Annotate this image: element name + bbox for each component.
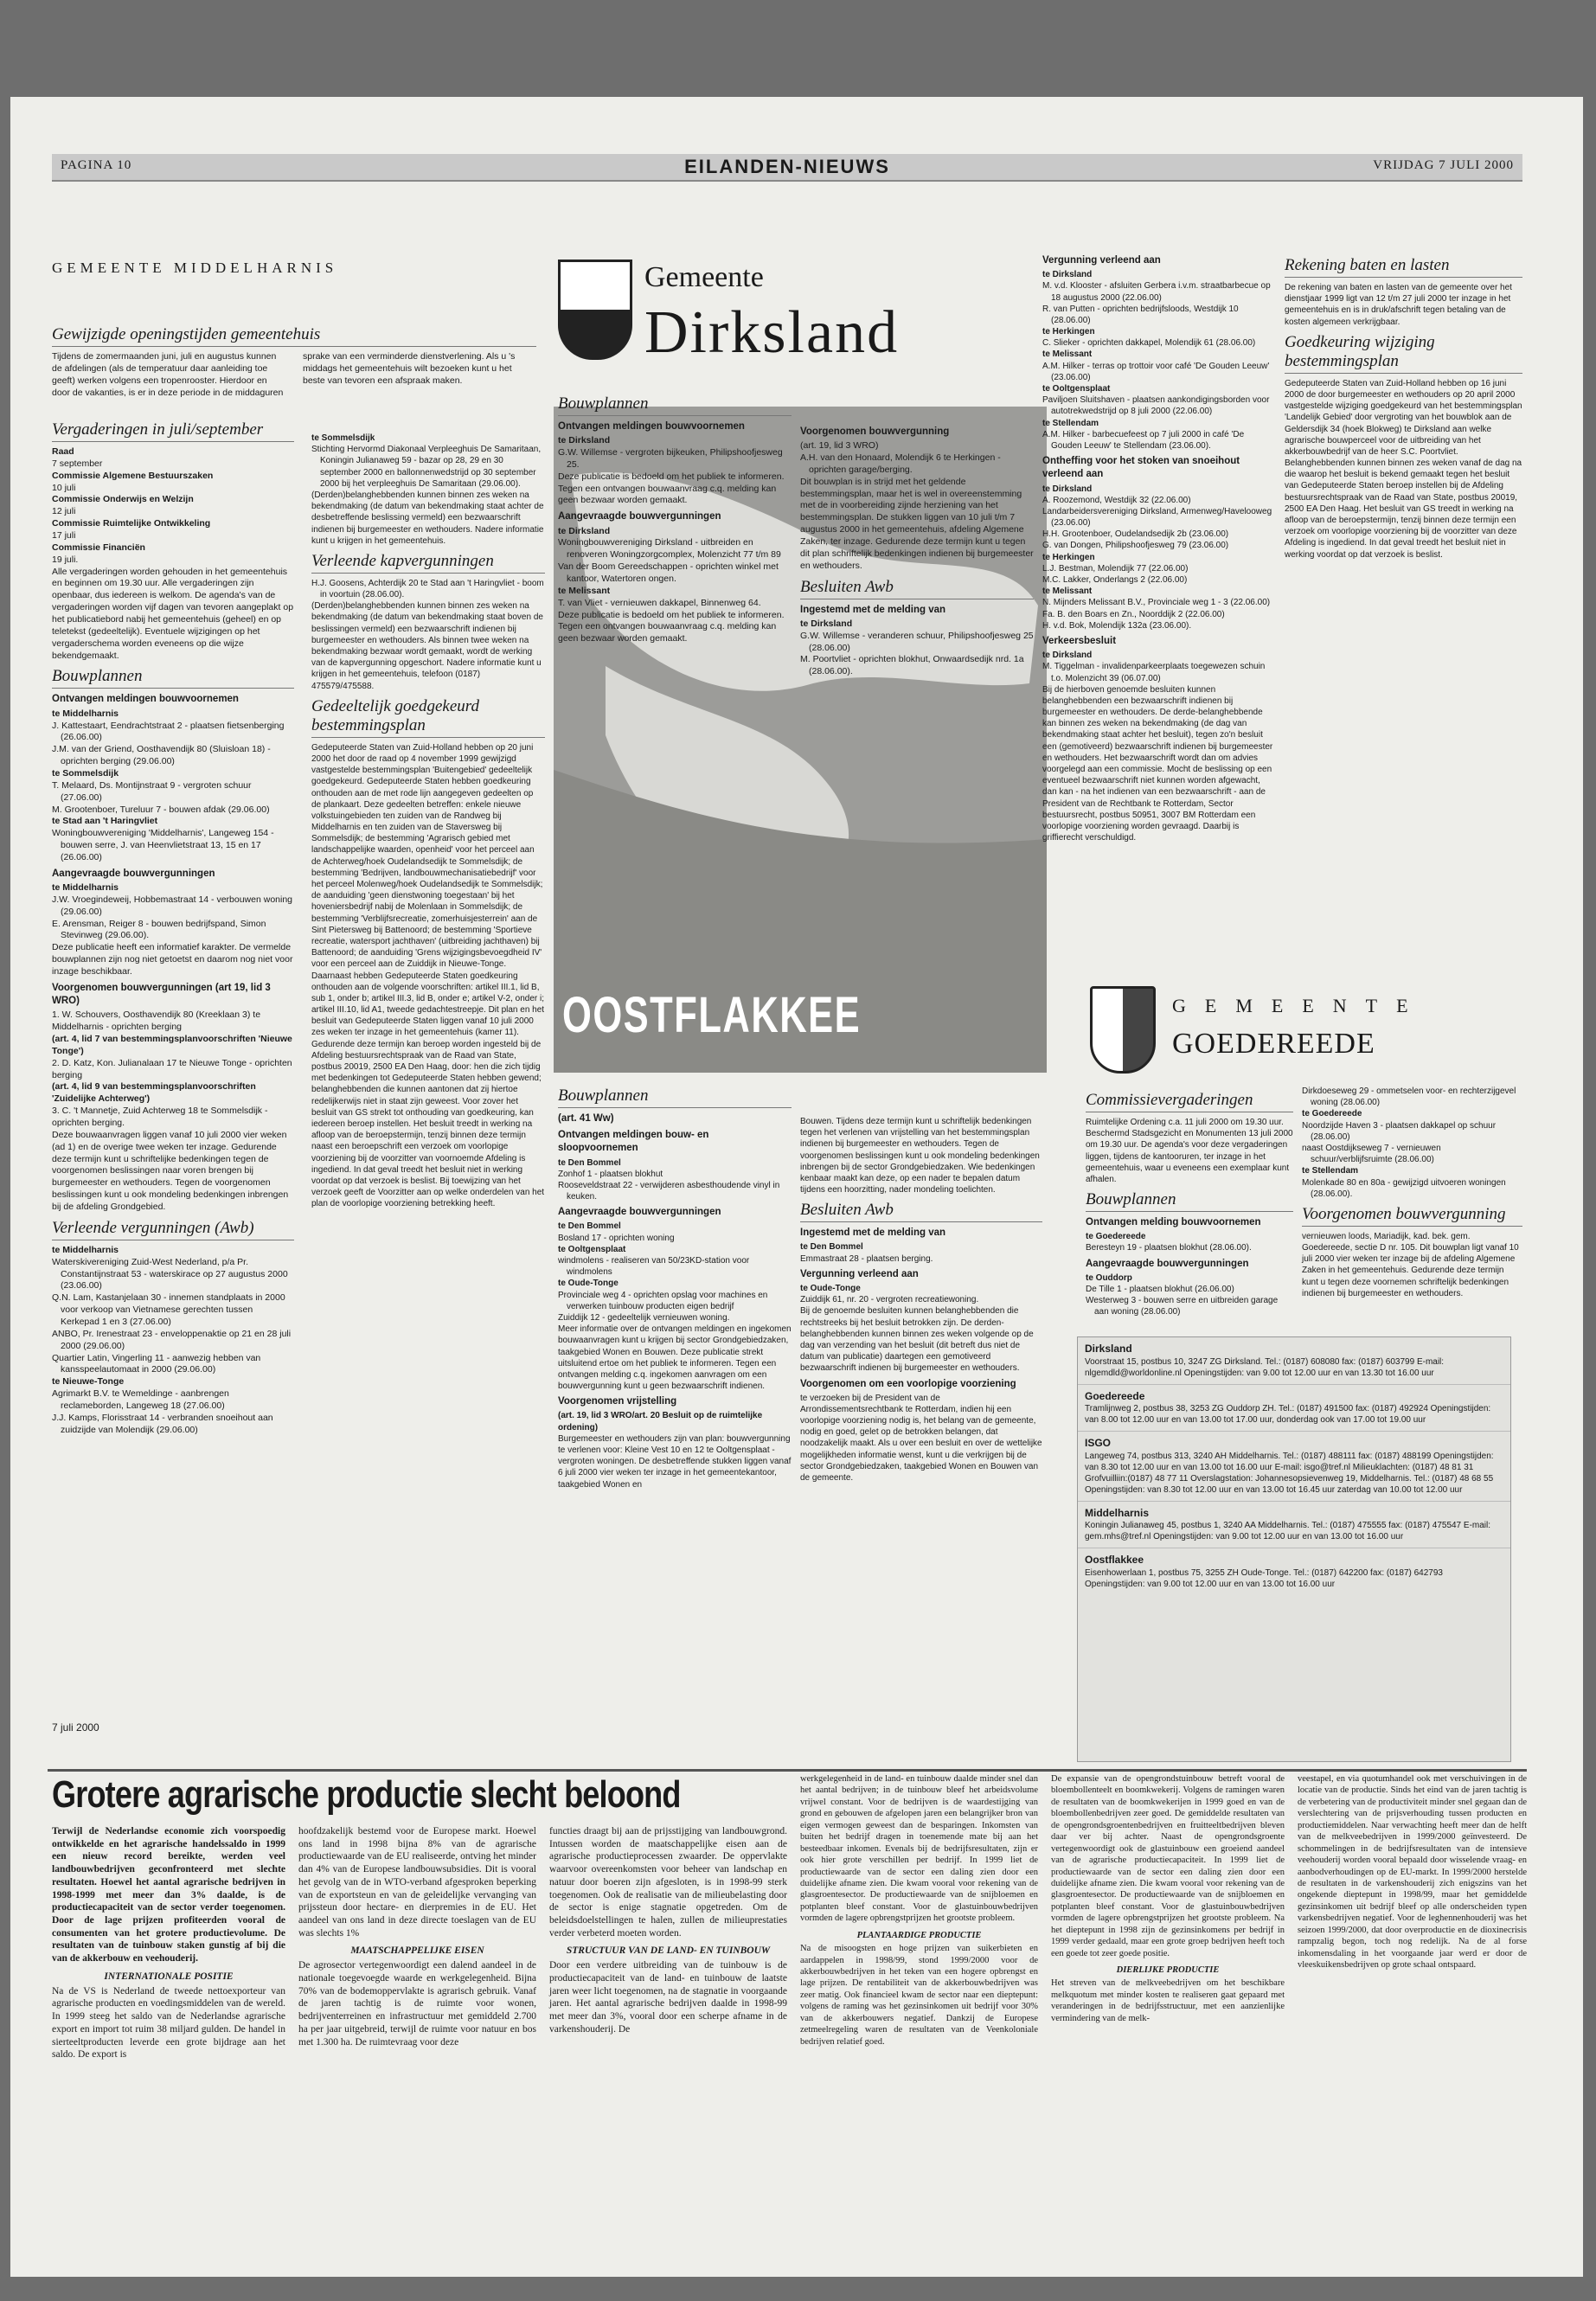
subtitle: Ingestemd met de melding van — [800, 1227, 946, 1239]
footer-date: 7 juli 2000 — [52, 1721, 99, 1734]
place-label: te Dirksland — [558, 525, 611, 536]
subtitle-note: (art. 19, lid 3 WRO) — [800, 440, 879, 452]
note: Deze publicatie is bedoeld om het publiek te informeren. Tegen een ontvangen bouwaanvraag c.q. melding kan geen bezwaar worden gemaakt. — [558, 471, 785, 506]
article-lead: Terwijl de Nederlandse economie zich voorspoedig ontwikkelde en het agrarische handelssaldo in 1999 een nieuw record bereikte, werden veel landbouwbedrijven geconfronteerd met slechte resultaten. Hoewel het aantal agrarische bedrijven in 1998-1999 met meer dan 3% daalde, is de productiecapaciteit van de sector verder toegenomen. Door de lage prijzen profiteerden vooral de consumenten van het grotere productievolume. De resultaten van de tuinbouw staken gunstig af bij die van de akkerbouw en veehouderij. — [52, 1826, 285, 1965]
list-item: A. Roozemond, Westdijk 32 (22.06.00) — [1042, 495, 1191, 505]
place-label: te Melissant — [558, 585, 611, 596]
place-label: te Den Bommel — [800, 1242, 863, 1253]
meeting-line: Commissie Financiën — [52, 542, 145, 553]
vb-title: Voorgenomen bouwvergunning — [1302, 1205, 1522, 1227]
address-entry — [1078, 1337, 1510, 1385]
dirksland-bp-title: Bouwplannen — [558, 394, 792, 416]
list-item: Fa. B. den Boars en Zn., Noorddijk 2 (22.06.00) — [1042, 609, 1225, 619]
article-paragraph: hoofdzakelijk bestemd voor de Europese markt. Hoewel ons land in 1998 bijna 8% van de agrarische productiewaarde van de EU realiseerde, ontving het minder dan 4% van de Europese landbouwsubsidies. Dit is vooral het gevolg van de in WTO-verband afgesproken beperking van de exportsteun en van de geleidelijke vervanging van prijssteun door hectare- en dierpremies in de EU. Het aandeel van ons land in deze directe toeslagen van de EU was slechts 1% — [298, 1826, 536, 1939]
goedkeuring-title: Goedkeuring wijziging bestemmingsplan — [1285, 333, 1522, 374]
opening-title: Gewijzigde openingstijden gemeentehuis — [52, 325, 536, 347]
article-paragraph: veestapel, en via quotumhandel ook met verschuivingen in de locatie van de productie. Sinds het eind van de jaren tachtig is de verbetering van de productiviteit minder snel gegaan dan de verslechtering van de prijsverhouding tussen producten en productiemiddelen. Naar verwachting heeft meer dan de helft van de melkveebedrijven in 1999/2000 geïnvesteerd. De schommelingen in de bedrijfsresultaten van de intensieve veehouderij worden vooral bepaald door wisselende vraag- en aanbodverhoudingen op de EU-markt. In 1999/2000 herstelde de resultaten in de varkenshouderij zich enigszins van het ongekende dieptepunt in 1998/99, maar het gemiddelde gezinsinkomen uit bedrijf bleef op alle onderscheiden typen varkensbedrijven negatief. Voor de leghennenhouderij was het seizoen 1999/2000, dat door overproductie en de dioxinecrisis rampzalig begon, toch nog redelijk. Na de al forse inkomensdaling in het voorgaande jaar werd er door de vleeskuikensbedrijven op grote schaal ontspaard. — [1298, 1774, 1527, 1970]
list-item: ANBO, Pr. Irenestraat 23 - enveloppenaktie op 21 en 28 juli 2000 (29.06.00) — [52, 1328, 292, 1351]
dirksland-name: Dirksland — [644, 299, 900, 366]
list-item: L.J. Bestman, Molendijk 77 (22.06.00) — [1042, 563, 1189, 574]
place-label: te Nieuwe-Tonge — [52, 1376, 125, 1388]
list-item: G.W. Willemse - veranderen schuur, Philipshoofjesweg 25 (28.06.00) — [800, 630, 1034, 653]
list-item: 1. W. Schouvers, Oosthavendijk 80 (Kreeklaan 3) te Middelharnis - oprichten berging — [52, 1009, 261, 1033]
list-item: J. Kattestaart, Eendrachtstraat 2 - plaatsen fietsenberging (26.06.00) — [52, 720, 285, 743]
list-item: J.W. Vroegindeweij, Hobbemastraat 14 - verbouwen woning (29.06.00) — [52, 894, 293, 917]
list-item: Stichting Hervormd Diakonaal Verpleeghuis De Samaritaan, Koningin Julianaweg 59 - bazar op 28, 29 en 30 september 2000 en ballonnenwedstrijd op 30 september 2000 bij het verpleeghuis De Samaritaan (29.06.00). — [311, 445, 542, 489]
list-item: (art. 4, lid 9 van bestemmingsplanvoorschriften 'Zuidelijke Achterweg') — [52, 1081, 256, 1105]
address-name: ISGO — [1085, 1437, 1112, 1450]
dirksland-col2 — [800, 422, 1034, 678]
article-col1 — [52, 1825, 285, 2065]
subtitle: Aangevraagde bouwvergunningen — [558, 511, 721, 522]
list-item: naast Oostdijkseweg 7 - vernieuwen schuur/verblijfsruimte (28.06.00) — [1302, 1143, 1441, 1165]
address-entry — [1078, 1502, 1510, 1549]
article-col6 — [1298, 1773, 1527, 1974]
place-label: te Dirksland — [1042, 651, 1093, 661]
note: te verzoeken bij de President van de Arrondissementsrechtbank te Rotterdam, indien hij een voorlopige voorziening nodig is, het belang van de gemeente, nodig en goed, gelet op de betrokken belangen, dat noodzakelijk maakt. Als u over een besluit en over de wettelijke mogelijkheden informatie wenst, kunt u die verkrijgen bij de sector Grondgebiedzaken, taakgebied Wonen en Bouwen van de gemeente. — [800, 1393, 1042, 1484]
meeting-line: 7 september — [52, 458, 103, 469]
bp-title: Gedeeltelijk goedgekeurd bestemmingsplan — [311, 697, 545, 738]
dirksland-crest-icon — [558, 260, 632, 360]
rekening-title: Rekening baten en lasten — [1285, 256, 1522, 278]
goedereede-col1 — [1086, 1086, 1293, 1318]
list-item: Waterskivereniging Zuid-West Nederland, p/a Pr. Constantijnstraat 53 - waterskirace op 27 augustus 2000 (23.06.00) — [52, 1256, 288, 1292]
place-label: te Ouddorp — [1086, 1272, 1132, 1283]
subtitle: Verkeersbesluit — [1042, 635, 1117, 646]
list-item: G.W. Willemse - vergroten bijkeuken, Philipshoofjesweg 25. — [558, 447, 783, 470]
list-item: H.H. Grootenboer, Oudelandsedijk 2b (23.06.00) — [1042, 529, 1229, 540]
place-label: te Middelharnis — [52, 708, 119, 719]
meeting-line: 10 juli — [52, 482, 76, 493]
goedkeuring-text: Gedeputeerde Staten van Zuid-Holland hebben op 16 juni 2000 de door burgemeester en wethouders op 20 april 2000 vastgestelde wijziging goedgekeurd van het bestemmingsplan 'Landelijk Gebied' door vergroting van het bouwblok aan de Geldersdijk 34 (hoek Blokweg) te Dirksland aan welke agrarische bouwperceel voor de uitbreiding van het akkerbouwbedrijf van de heer S.C. Poortvliet. Belanghebbenden kunnen binnen zes weken vanaf de dag na die waarop het besluit is bekend gemaakt tegen het besluit van Gedeputeerde Staten beroep instellen bij de Afdeling bestuursrechtspraak van de Raad van State, postbus 20019, 2500 EA Den Haag. Het besluit van GS treedt in werking na afloop van de beroepstermijn, tenzij binnen deze termijn een verzoek om voorlopige voorziening bij de voorzitter van deze Afdeling is ingediend. In dat geval treedt het besluit niet in werking voordat op dat verzoek is beslist. — [1285, 378, 1522, 560]
list-item: Van der Boom Gereedschappen - oprichten winkel met kantoor, Watertoren ongen. — [558, 561, 779, 584]
dirksland-col1 — [558, 389, 792, 649]
subtitle: Voorgenomen vrijstelling — [558, 1396, 677, 1407]
article-crosshead: DIERLIJKE PRODUCTIE — [1116, 1965, 1220, 1975]
meeting-line: 19 juli. — [52, 554, 79, 565]
opening-text: Tijdens de zomermaanden juni, juli en augustus kunnen de afdelingen (als de temperatuur daar aanleiding toe geeft) werken volgens een tropenrooster. Hierdoor en door de vakanties, is er in deze periode in de middaguren sprake van een verminderde dienstverlening. Als u 's middags het gemeentehuis wilt bezoeken kunt u het beste van tevoren een afspraak maken. — [52, 351, 516, 398]
awb-title: Besluiten Awb — [800, 1201, 1042, 1222]
bp-title: Bouwplannen — [558, 1086, 792, 1108]
dirksland-col4 — [1285, 251, 1522, 564]
meeting-line: 17 juli — [52, 530, 76, 542]
dirksland-logo-text: Gemeente — [644, 261, 764, 293]
voor-note: Deze bouwaanvragen liggen vanaf 10 juli 2000 vier weken (ad 1) en de overige twee weken ter inzage. Gedurende deze termijn kunt u schriftelijke bedenkingen tegen de voorgenomen beslissingen naar voren brengen bij burgemeester en wethouders. Tegen de voorgenomen beslissingen kunt u ook mondeling bedenkingen inbrengen bij de afdeling Grondgebied. — [52, 1129, 289, 1212]
verleend-title: Verleende vergunningen (Awb) — [52, 1219, 294, 1240]
middelharnis-col1 — [52, 415, 294, 1437]
list-item: Q.N. Lam, Kastanjelaan 30 - innemen standplaats in 2000 voor verkoop van Vietnamese gerechten tussen Kerkepad 1 en 3 (27.06.00) — [52, 1292, 285, 1327]
list-item: H.J. Goosens, Achterdijk 20 te Stad aan 't Haringvliet - boom in voortuin (28.06.00). — [311, 578, 544, 600]
bp-text: Gedeputeerde Staten van Zuid-Holland hebben op 20 juni 2000 het door de raad op 4 november 1999 gewijzigd vastgestelde bestemmingsplan 'Buitengebied' gedeeltelijk goedgekeurd. Gedeputeerde Staten hebben goedkeuring onthouden aan de met rode lijn aangegeven gedeelten op de plankaart. Deze gedeelten betreffen: enkele nieuwe volkstuingebieden ten zuiden van de Randweg bij Middelharnis en ten zuiden van de Staversweg bij Sommelsdijk; de bestemming 'Agrarisch gebied met landschappelijke waarden, openheid' voor het perceel aan de Achterweg/hoek Oudelandsedijk te Sommelsdijk; de bestemming 'Bedrijven, landbouwmechanisatiebedrijf' voor het perceel Molenweg/hoek Oudelandsedijk te Sommelsdijk; de aanduiding 'geen dienstwoning toegestaan' bij het hoveniersbedrijf nabij de Molenlaan in Sommelsdijk; de bestemming 'Verblijfsrecreatie, zomerhuisjesterrein' aan de Sint Pietersweg bij Battenoord; de bestemming 'Sportieve recreatie, watersport jachthaven' (uitbreiding jachthaven) bij Battenoord; de aanduiding 'Grens wijzigingsbevoegdheid IV' voor een perceel aan de Zuiddijk in Nieuwe-Tonge. Daarnaast hebben Gedeputeerde Staten goedkeuring onthouden aan de volgende voorschriften: artikel III.1, lid B, sub 1, onder b; artikel III.3, lid B, onder e; artikel V-2, onder i; artikel III.10, lid A1, tweede gedachtestreepje. Dit plan en het besluit van Gedeputeerde Staten liggen vanaf 10 juli 2000 zes weken ter inzage in het gemeentehuis (kamer 11). Gedurende deze termijn kan beroep worden ingesteld bij de Afdeling bestuursrechtspraak van de Raad van State, postbus 20019, 2500 EA Den Haag, door: hen die zich tijdig met bedenkingen tot Gedeputeerde Staten hebben gewend; belanghebbenden die kunnen aantonen dat zij hiertoe redelijkerwijs niet in staat zijn geweest. Voor zover het besluit van GS strekt tot onthouding van goedkeuring, kan iedereen beroep instellen. Het besluit treedt in werking na afloop van de beroepstermijn, tenzij binnen deze termijn naast een beroepschrift een verzoek om voorlopige voorziening bij de voorzitter van voornoemde Afdeling is ingediend. In dat geval treedt het besluit niet in werking voordat op dat verzoek is beslist. Bij toewijzing van het verzoek geeft de Voorzitter aan op welke onderdelen van het plan de voorlopige voorziening betrekking heeft. — [311, 742, 545, 1209]
list-item: windmolens - realiseren van 50/23KD-station voor windmolens — [558, 1256, 750, 1278]
place-label: te Dirksland — [1042, 484, 1093, 494]
list-item: T. Melaard, Ds. Montijnstraat 9 - vergroten schuur (27.06.00) — [52, 779, 252, 803]
subtitle: Vergunning verleend aan — [1042, 255, 1161, 266]
address-name: Dirksland — [1085, 1343, 1132, 1355]
list-item: H. v.d. Bok, Molendijk 132a (23.06.00). — [1042, 620, 1192, 631]
section-divider — [48, 1769, 1527, 1772]
som-note: (Derden)belanghebbenden kunnen binnen zes weken na bekendmaking (de datum van bekendmaking staat achter de desbetreffende beslissing vermeld) een bezwaarschrift indienen bij burgemeester en wethouders. Nadere informatie kunt u krijgen in het gemeentehuis. — [311, 490, 544, 546]
bp-title: Bouwplannen — [1086, 1190, 1293, 1212]
oostflakkee-col1 — [558, 1081, 792, 1494]
place-label: te Sommelsdijk — [311, 433, 375, 443]
address-name: Goedereede — [1085, 1389, 1145, 1402]
oostflakkee-col2 — [800, 1116, 1042, 1487]
article-paragraph: Door een verdere uitbreiding van de tuinbouw is de productiecapaciteit van de land- en tuinbouw de laatste jaren weer licht toegenomen, na de stagnatie in voorgaande jaren. Het aantal agrarische bedrijven daalde in 1998-99 met meer dan 3%, vooral door een scherpe afname in de varkenshouderij. De — [549, 1960, 787, 2035]
article-col2 — [298, 1825, 536, 2052]
place-label: te Stad aan 't Haringvliet — [52, 816, 158, 827]
note: Deze publicatie is bedoeld om het publiek te informeren. Tegen een ontvangen bouwaanvraag c.q. melding kan geen bezwaar worden gemaakt. — [558, 609, 785, 644]
place-label: te Den Bommel — [558, 1157, 621, 1168]
list-item: C. Slieker - oprichten dakkapel, Molendijk 61 (28.06.00) — [1042, 338, 1256, 349]
address-text: Langeweg 74, postbus 313, 3240 AH Middelharnis. Tel.: (0187) 488111 fax: (0187) 488199 Openingstijden: van 8.30 tot 12.00 uur en van 13.00 tot 16.00 uur E-mail: isgo@tref.nl Milieuklachten: (0187) 48 81 31 Grofvuilliin:(0187) 48 77 11 Overslagstation: Johannesopsievenweg 19, Middelharnis. Tel.: (0187) 48 68 55 Openingstijden: van 8.30 tot 12.00 uur en van 13.00 tot 16.45 uur zaterdag van 10.00 tot 12.00 uur — [1085, 1451, 1494, 1495]
place-label: te Dirksland — [1042, 270, 1093, 280]
list-item: M. Grootenboer, Tureluur 7 - bouwen afdak (29.06.00) — [52, 804, 270, 815]
meetings-note: Alle vergaderingen worden gehouden in het gemeentehuis en beginnen om 19.30 uur. Alle vergaderingen zijn openbaar, dus iedereen is welkom. De agenda's van de vergaderingen worden vijf dagen van tevoren aangeplakt op het publicatiebord nabij het gemeentehuis (geheel) en op teletekst (gedeeltelijk). Eventuele wijzigingen op het vergaderschema worden eveneens op die wijze bekendgemaakt. — [52, 566, 294, 661]
meetings-title: Vergaderingen in juli/september — [52, 420, 294, 442]
place-label: te Melissant — [1042, 349, 1093, 360]
cv-title: Commissievergaderingen — [1086, 1091, 1293, 1112]
list-item: Noordzijde Haven 3 - plaatsen dakkapel op schuur (28.06.00) — [1302, 1120, 1497, 1142]
place-label: te Oude-Tonge — [800, 1284, 861, 1294]
article-paragraph: Na de misoogsten en hoge prijzen van suikerbieten en aardappelen in 1998/99, stond 1999/2000 voor de akkerbouwbedrijven in het teken van een hogere opbrengst en lage prijzen. De rentabiliteit van de akkerbouwbedrijven was zeer matig. Ook financieel kwam de sector naar een dieptepunt: volgens de raming was het gezinsinkomen uit bedrijf voor 30% van de akkerbouwers negatief. Dankzij de Europese zetmeelregeling waren de resultaten van de Veenkoloniale bedrijven relatief goed. — [800, 1944, 1038, 2047]
meeting-line: Raad — [52, 446, 74, 457]
masthead — [52, 154, 1522, 182]
subtitle: Voorgenomen om een voorlopige voorziening — [800, 1378, 1016, 1389]
place-label: te Herkingen — [1042, 327, 1095, 337]
place-label: te Oude-Tonge — [558, 1279, 619, 1289]
address-entry — [1078, 1548, 1510, 1595]
place-label: te Melissant — [1042, 586, 1093, 597]
article-col4 — [800, 1773, 1038, 2051]
goedereede-col2 — [1302, 1086, 1522, 1303]
list-item: Agrimarkt B.V. te Wemeldinge - aanbrengen reclameborden, Langeweg 18 (27.06.00) — [52, 1388, 229, 1411]
list-item: Quartier Latin, Vingerling 11 - aanwezig hebben van kansspeelautomaat in 2000 (29.06.00) — [52, 1352, 261, 1375]
subtitle: Ontvangen meldingen bouw- en sloopvoornemen — [558, 1130, 709, 1154]
opening-notice — [52, 320, 536, 402]
subtitle: Voorgenomen bouwvergunning — [800, 426, 950, 437]
subtitle: Aangevraagde bouwvergunningen — [558, 1207, 721, 1218]
list-item: A.M. Hilker - terras op trottoir voor café 'De Gouden Leeuw' (23.06.00) — [1042, 361, 1270, 382]
subtitle: Vergunning verleend aan — [800, 1268, 919, 1279]
note: Bij de hierboven genoemde besluiten kunnen belanghebbenden een bezwaarschrift indienen bij burgemeester en wethouders. De derde-belanghebbende kan binnen zes weken na bekendmaking (de dag van bekendmaking staat achter het besluit), tegen zo'n besluit een (gemotiveerd) bezwaarschrift indienen bij burgemeester en wethouders. Het bezwaarschrift wordt dan om advies voorgelegd aan een commissie. Mocht de beslissing op een eventueel bezwaarschrift niet kunnen worden afgewacht, dan kan - na het indienen van een bezwaarschrift - aan de President van de Rechtbank te Rotterdam, Sector bestuursrecht, postbus 50951, 3007 BM Rotterdam een voorlopige voorziening worden gevraagd. Daarbij is griffierecht verschuldigd. — [1042, 684, 1273, 843]
bouw-subtitle: Ontvangen meldingen bouwvoornemen — [52, 694, 239, 705]
meeting-line: Commissie Algemene Bestuurszaken — [52, 470, 214, 481]
place-label: te Goedereede — [1086, 1232, 1146, 1242]
newspaper-name: EILANDEN-NIEUWS — [684, 156, 890, 177]
aang-subtitle: Aangevraagde bouwvergunningen — [52, 868, 215, 879]
place-label: te Middelharnis — [52, 1244, 119, 1255]
address-box — [1077, 1336, 1511, 1762]
address-name: Oostflakkee — [1085, 1554, 1144, 1567]
list-item: Bosland 17 - oprichten woning — [558, 1233, 675, 1243]
article-col5 — [1051, 1773, 1285, 2028]
awb-title: Besluiten Awb — [800, 578, 1034, 599]
vb-text: vernieuwen loods, Mariadijk, kad. bek. gem. Goedereede, sectie D nr. 105. Dit bouwplan ligt vanaf 10 juli 2000 vier weken ter inzage bij de afdeling Algemene Zaken in het gemeentehuis. Gedurende deze termijn kunt u tegen deze voornemen schriftelijk bedenkingen indienen bij burgemeester en wethouders. — [1302, 1231, 1519, 1298]
list-item: Zuiddijk 12 - gedeeltelijk vernieuwen woning. — [558, 1312, 730, 1323]
address-entry — [1078, 1385, 1510, 1433]
goedereede-logo-2: GOEDEREEDE — [1172, 1028, 1375, 1060]
list-item: J.J. Kamps, Florisstraat 14 - verbranden snoeihout aan zuidzijde van Molendijk (29.06.00) — [52, 1412, 273, 1435]
meeting-line: Commissie Onderwijs en Welzijn — [52, 494, 194, 505]
list-item: Provinciale weg 4 - oprichten opslag voor machines en verwerken tuinbouw producten eigen bedrijf — [558, 1290, 768, 1311]
dirksland-col3 — [1042, 251, 1276, 847]
middelharnis-col2 — [311, 433, 545, 1213]
list-item: Woningbouwvereniging 'Middelharnis', Langeweg 154 - bouwen serre, J. van Heenvlietstraat 13, 15 en 17 (26.06.00) — [52, 828, 274, 862]
place-label: te Sommelsdijk — [52, 767, 119, 779]
article-crosshead: STRUCTUUR VAN DE LAND- EN TUINBOUW — [566, 1945, 771, 1957]
article-paragraph: functies draagt bij aan de prijsstijging van landbouwgrond. Intussen worden de maatschappelijke eisen aan de agrarische productieprocessen zwaarder. De oppervlakte waarvoor overeenkomsten voor beheer van landschap en natuur door boeren zijn afgesloten, is in 1998-99 sterk toegenomen. Ook de realisatie van de milieubelasting door de sector is enige stagnatie opgetreden. Om de beleidsdoelstellingen te halen, zullen de milieuprestaties verder verbeterd moeten worden. — [549, 1826, 787, 1939]
list-item: Landarbeidersvereniging Dirksland, Armenweg/Havelooweg (23.06.00) — [1042, 506, 1272, 529]
list-item: Molenkade 80 en 80a - gewijzigd uitvoeren woningen (28.06.00). — [1302, 1177, 1506, 1199]
address-name: Middelharnis — [1085, 1506, 1150, 1519]
article-paragraph: Het streven van de melkveebedrijven om het beschikbare melkquotum met minder kosten te realiseren gaat gepaard met veranderingen in de bedrijfsstructuur, met een aanzienlijke vermindering van de melk- — [1051, 1978, 1285, 2023]
article-headline: Grotere agrarische productie slecht beloond — [52, 1773, 681, 1816]
list-item: M. Tiggelman - invalidenparkeerplaats toegewezen schuin t.o. Molenzicht 39 (06.07.00) — [1042, 662, 1266, 683]
address-text: Koningin Julianaweg 45, postbus 1, 3240 AA Middelharnis. Tel.: (0187) 475555 fax: (0187) 475547 E-mail: gem.mhs@tref.nl Openingstijden: van 9.00 tot 12.00 uur en van 13.00 tot 16.00 uur — [1085, 1521, 1491, 1542]
article-crosshead: MAATSCHAPPELIJKE EISEN — [350, 1945, 484, 1957]
place-label: te Middelharnis — [52, 881, 119, 893]
address-text: Voorstraat 15, postbus 10, 3247 ZG Dirksland. Tel.: (0187) 608080 fax: (0187) 603799 E-mail: nlgemdld@worldonline.nl Openingstijden: van 9.00 tot 12.00 uur en van 13.30 tot 16.00 uur — [1085, 1356, 1445, 1378]
list-item: A.M. Hilker - barbecuefeest op 7 juli 2000 in café 'De Gouden Leeuw' te Stellendam (23.06.00). — [1042, 429, 1245, 451]
list-item: Emmastraat 28 - plaatsen berging. — [800, 1253, 933, 1264]
middelharnis-section — [52, 260, 338, 303]
subtitle: Aangevraagde bouwvergunningen — [1086, 1258, 1249, 1269]
voor-subtitle: Voorgenomen bouwvergunningen (art 19, lid 3 WRO) — [52, 982, 271, 1007]
subtitle: Ontvangen meldingen bouwvoornemen — [558, 421, 745, 432]
page-number: PAGINA 10 — [61, 158, 132, 172]
list-item: M. v.d. Klooster - afsluiten Gerbera i.v.m. straatbarbecue op 18 augustus 2000 (22.06.00) — [1042, 281, 1271, 303]
list-item: Woningbouwvereniging Dirksland - uitbreiden en renoveren Woningzorgcomplex, Molenzicht 77 t/m 89 — [558, 537, 781, 561]
list-item: Zuiddijk 61, nr. 20 - vergroten recreatiewoning. — [800, 1295, 979, 1305]
place-label: te Dirksland — [558, 435, 611, 446]
list-item: J.M. van der Griend, Oosthavendijk 80 (Sluisloan 18) - oprichten berging (29.06.00) — [52, 744, 271, 767]
address-text: Tramlijnweg 2, postbus 38, 3253 ZG Ouddorp ZH. Tel.: (0187) 491500 fax: (0187) 492924 Openingstijden: van 8.00 tot 12.00 uur en van 13.00 tot 17.00 uur, donderdag ook van 17.00 tot 19.00 uur — [1085, 1404, 1491, 1426]
article-paragraph: De expansie van de opengrondstuinbouw betreft vooral de bloembollenteelt en boomkwekerij. Volgens de ramingen waren de resultaten van de boomkwekerijen in 1999 goed en van de bloembollenbedrijven zeer goed. De gemiddelde resultaten van de opengrondsgroentenbedrijven en fruitteeltbedrijven bleven daar ver bij achter. Naast de opengrondsgroente vertegenwoordigt ook de glastuinbouw een groeiend aandeel van de agrarische productiecapaciteit. In 1999 liet de productiewaarde van de sector een daling zien door een duidelijke afname zien. Die kwam vooral voor rekening van de glasgroentesector. De productiewaarde van de snijbloemen en potplanten bleef constant. Voor de glastuinbouwbedrijven vormden de lagere opbrengstprijzen het grootste probleem. Na het dieptepunt in 1998 zijn de gezinsinkomens per bedrijf in 1999 verder gedaald, maar een grote groep bedrijven heeft toch een goede tot zeer goede positie. — [1051, 1774, 1285, 1958]
subtitle: Ontvangen melding bouwvoornemen — [1086, 1217, 1261, 1228]
place-label: te Goedereede — [1302, 1109, 1362, 1119]
list-item: A.H. van den Honaard, Molendijk 6 te Herkingen - oprichten garage/berging. — [800, 452, 1001, 475]
list-item: Rooseveldstraat 22 - verwijderen asbesthoudende vinyl in keuken. — [558, 1180, 780, 1202]
subtitle: Ingestemd met de melding van — [800, 604, 946, 615]
article-paragraph: Na de VS is Nederland de tweede nettoexporteur van agrarische producten en voedingsmiddelen van de wereld. In 1999 steeg het saldo van de Nederlandse agrarische export en import tot ruim 38 miljard gulden. De handel in sierteeltproducten leverde een grote bijdrage aan het saldo. De export is — [52, 1985, 285, 2061]
note: Dit bouwplan is in strijd met het geldende bestemmingsplan, maar het is wel in overeenstemming met de in voorbereiding zijnde herziening van het bestemmingsplan. De stukken liggen van 10 juli t/m 7 augustus 2000 in het gemeentehuis, afdeling Algemene Zaken, ter inzage. Gedurende deze termijn kunt u tegen dit plan schriftelijk bedenkingen indienen bij burgemeester en wethouders. — [800, 476, 1034, 571]
article-paragraph: werkgelegenheid in de land- en tuinbouw daalde minder snel dan het aantal bedrijven; in de tuinbouw bleef het arbeidsvolume vrijwel constant. Voor de bedrijven is de waardestijging van grond en gebouwen de afgelopen jaren een belangrijker bron van eigen vermogen geweest dan de besparingen. Inkomsten van buiten het bedrijf dragen in toenemende mate bij aan het besteedbaar inkomen. Evenals bij de bedrijfsresultaten, zijn er ook hier grote verschillen per bedrijf. In 1999 liet de productiewaarde van de sector een daling zien door een duidelijke afname zien. Die kwam vooral voor rekening van de glasgroentesector. De productiewaarde van de snijbloemen en potplanten bleef constant. Voor de glastuinbouwbedrijven vormden de lagere opbrengstprijzen het grootste probleem. — [800, 1774, 1038, 1924]
place-label: te Dirksland — [800, 618, 853, 629]
article-crosshead: PLANTAARDIGE PRODUCTIE — [856, 1930, 982, 1940]
list-item: E. Arensman, Reiger 8 - bouwen bedrijfspand, Simon Stevinweg (29.06.00). — [52, 918, 266, 941]
list-item: M.C. Lakker, Onderlangs 2 (22.06.00) — [1042, 575, 1188, 586]
rekening-text: De rekening van baten en lasten van de gemeente over het dienstjaar 1999 ligt van 12 t/m 27 juli 2000 ter inzage in het gemeentehuis en is in druk/afschrift tegen betaling van de kosten algemeen verkrijgbaar. — [1285, 283, 1512, 327]
kap-note: (Derden)belanghebbenden kunnen binnen zes weken na bekendmaking (de datum van bekendmaking staat boven de beslissingen vermeld) een bezwaarschrift indienen bij burgemeester en wethouders. Als binnen twee weken na bekendmaking bezwaar wordt gemaakt, wordt de werking van de kapvergunning opgeschort. Nadere informatie kunt u krijgen in het gemeentehuis, telefoon (0187) 475579/475588. — [311, 601, 543, 691]
note: Bij de genoemde besluiten kunnen belanghebbenden die rechtstreeks bij het besluit betrokken zijn. De derden-belanghebbenden kunnen binnen zes weken volgende op de dag van verzending van het besluit (dit betreft dus niet de datum van publicatie) daartegen een gemotiveerd bezwaarschrift indienen bij burgemeester en wethouders. — [800, 1306, 1034, 1374]
goedereede-header — [1090, 986, 1522, 1081]
article-col3 — [549, 1825, 787, 2040]
goedereede-crest-icon — [1090, 986, 1156, 1074]
list-item: M. Poortvliet - oprichten blokhut, Onwaardsedijk nrd. 1a (28.06.00). — [800, 654, 1024, 677]
list-item: T. van Vliet - vernieuwen dakkapel, Binnenweg 64. — [558, 597, 761, 608]
list-item: Dirkdoeseweg 29 - ommetselen voor- en rechterzijgevel woning (28.06.00) — [1302, 1086, 1516, 1108]
list-item: Zonhof 1 - plaatsen blokhut — [558, 1169, 663, 1179]
article-crosshead: INTERNATIONALE POSITIE — [104, 1971, 234, 1982]
subtitle: (art. 41 Ww) — [558, 1113, 614, 1124]
meeting-line: 12 juli — [52, 506, 76, 517]
subtitle-note: (art. 19, lid 3 WRO/art. 20 Besluit op de ruimtelijke ordening) — [558, 1411, 763, 1433]
list-item: Westerweg 3 - bouwen serre en uitbreiden garage aan woning (28.06.00) — [1086, 1296, 1279, 1317]
note: Bouwen. Tijdens deze termijn kunt u schriftelijk bedenkingen tegen het verlenen van vrijstelling van het bestemmingsplan indienen bij burgemeester en wethouders. Tegen de voorgenomen beslissingen kunt u ook mondeling bedenkingen inbrengen bij de sector Grondgebiedzaken. Wie bedenkingen kenbaar maakt kan deze, op een nader te bepalen datum tijdens een hoorzitting, nader mondeling toelichten. — [800, 1117, 1040, 1195]
article-paragraph: De agrosector vertegenwoordigt een dalend aandeel in de nationale toegevoegde waarde en werkgelegenheid. Bijna 70% van de bodemoppervlakte is agrarisch gebruik. Vanaf de jaren tachtig is de ruimte voor wonen, bedrijventerreinen en infrastructuur met gemiddeld 2.700 ha per jaar uitgebreid, terwijl de ruimte voor natuur en bos met 1.300 ha. De ruimtevraag voor deze — [298, 1960, 536, 2048]
list-item: R. van Putten - oprichten bedrijfsloods, Westdijk 10 (28.06.00) — [1042, 304, 1239, 325]
place-label: te Ooltgensplaat — [558, 1244, 626, 1254]
oostflakkee-label: OOSTFLAKKEE — [562, 987, 862, 1043]
list-item: Paviljoen Sluitshaven - plaatsen aankondigingsborden voor autotrekwedstrijd op 8 juli 2000 (22.06.00) — [1042, 395, 1270, 417]
subtitle: Ontheffing voor het stoken van snoeihout verleend aan — [1042, 456, 1240, 480]
list-item: (art. 4, lid 7 van bestemmingsplanvoorschriften 'Nieuwe Tonge') — [52, 1033, 292, 1056]
kap-title: Verleende kapvergunningen — [311, 552, 545, 574]
place-label: te Ooltgensplaat — [1042, 384, 1111, 394]
bouwplannen-title: Bouwplannen — [52, 667, 294, 689]
list-item: G. van Dongen, Philipshoofjesweg 79 (23.06.00) — [1042, 541, 1229, 551]
place-label: te Den Bommel — [558, 1221, 621, 1232]
place-label: te Stellendam — [1302, 1166, 1359, 1176]
place-label: te Herkingen — [1042, 552, 1095, 562]
list-item: 3. C. 't Mannetje, Zuid Achterweg 18 te Sommelsdijk - oprichten berging. — [52, 1106, 268, 1128]
place-label: te Stellendam — [1042, 418, 1099, 428]
list-item: De Tille 1 - plaatsen blokhut (26.06.00) — [1086, 1285, 1234, 1295]
list-item: 2. D. Katz, Kon. Julianalaan 17 te Nieuwe Tonge - oprichten berging — [52, 1057, 292, 1080]
list-item: Beresteyn 19 - plaatsen blokhut (28.06.00). — [1086, 1243, 1252, 1253]
issue-date: VRIJDAG 7 JULI 2000 — [1373, 158, 1514, 172]
note: Burgemeester en wethouders zijn van plan: bouwvergunning te verlenen voor: Kleine Vest 10 en 12 te Ooltgensplaat - vergroten woningen. De desbetreffende stukken liggen vanaf 6 juli 2000 vier weken ter inzage in het gemeentekantoor, taakgebied Wonen en — [558, 1433, 792, 1490]
list-item: N. Mijnders Melissant B.V., Provinciale weg 1 - 3 (22.06.00) — [1042, 598, 1271, 608]
address-text: Eisenhowerlaan 1, postbus 75, 3255 ZH Oude-Tonge. Tel.: (0187) 642200 fax: (0187) 642793 Openingstijden: van 9.00 tot 12.00 uur en van 13.00 tot 16.00 uur — [1085, 1567, 1443, 1589]
address-entry — [1078, 1432, 1510, 1502]
note: Meer informatie over de ontvangen meldingen en ingekomen bouwaanvragen kunt u krijgen bij sector Grondgebiedzaken, taakgebied Wonen en Bouwen. Deze publicatie strekt uitsluitend ertoe om het publiek te informeren. Tegen een ontvangen melding c.q. ingekomen aanvragen om een bouwvergunning kunt u geen bezwaarschrift indienen. — [558, 1324, 792, 1392]
cv-text: Ruimtelijke Ordening c.a. 11 juli 2000 om 19.30 uur. Beschermd Stadsgezicht en Monumenten 13 juli 2000 om 19.30 uur. De agenda's voor deze vergaderingen liggen, tijdens de kantooruren, ter inzage in het gemeentehuis, waar u eveneens een exemplaar kunt afhalen. — [1086, 1118, 1293, 1184]
aang-note: Deze publicatie heeft een informatief karakter. De vermelde bouwplannen zijn nog niet getoetst en daarom nog niet voor inzage beschikbaar. — [52, 942, 293, 977]
middelharnis-logo: GEMEENTE MIDDELHARNIS — [52, 260, 338, 276]
meeting-line: Commissie Ruimtelijke Ontwikkeling — [52, 518, 211, 529]
goedereede-logo-1: GEMEENTE — [1172, 995, 1427, 1016]
